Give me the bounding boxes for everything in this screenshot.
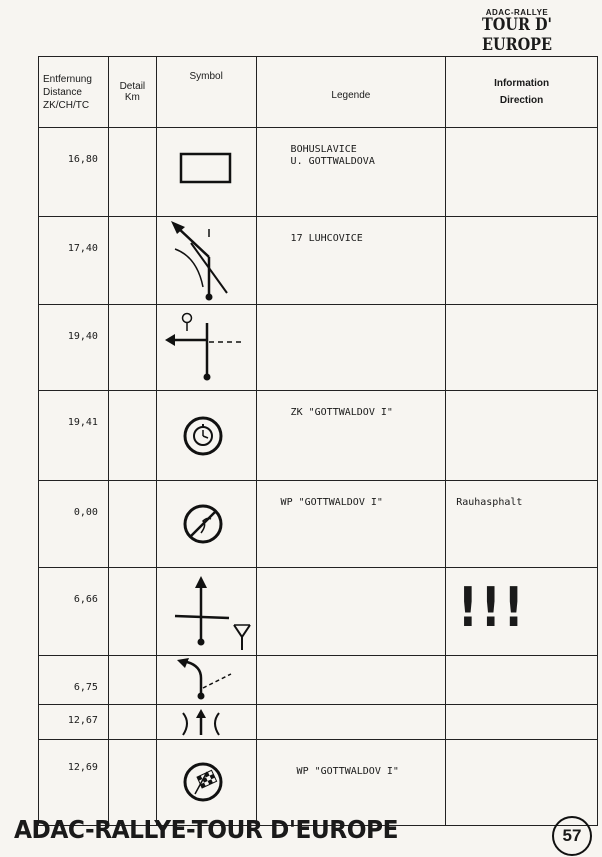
legend-line: WP "GOTTWALDOV I"	[296, 766, 399, 777]
row-legend	[256, 481, 446, 568]
straight-over-junction-icon	[157, 568, 257, 656]
row-symbol	[156, 305, 256, 391]
legend-line: BOHUSLAVICE	[290, 144, 357, 155]
row-symbol	[156, 656, 256, 705]
row-symbol	[156, 705, 256, 740]
row-detail	[108, 705, 156, 740]
footer-title: ADAC-RALLYE-TOUR D'EUROPE	[14, 815, 399, 844]
row-distance: 17,40	[39, 217, 109, 305]
row-info	[446, 305, 598, 391]
header-distance-de: Entfernung	[43, 73, 92, 85]
row-info	[446, 568, 598, 656]
row-detail	[108, 128, 156, 217]
time-control-icon	[157, 391, 257, 481]
table-row	[39, 656, 598, 705]
row-legend	[256, 705, 446, 740]
left-turn-junction-icon	[157, 305, 257, 391]
row-detail	[108, 481, 156, 568]
row-distance: 19,40	[39, 305, 109, 391]
header-distance-codes: ZK/CH/TC	[43, 99, 90, 111]
row-info	[446, 656, 598, 705]
rectangle-town-icon	[157, 128, 257, 217]
header-distance-en: Distance	[43, 86, 82, 98]
row-detail	[108, 568, 156, 656]
row-info	[446, 217, 598, 305]
header-detail-label: Detail	[119, 81, 146, 92]
header-row	[39, 57, 598, 128]
stage-start-icon	[157, 481, 257, 568]
header-logo	[462, 8, 572, 55]
legend-line: 17 LUHCOVICE	[290, 233, 363, 244]
header-detail-unit: Km	[124, 92, 140, 103]
row-legend	[256, 656, 446, 705]
header-information-label: Information	[494, 78, 550, 89]
row-info	[446, 481, 598, 568]
narrow-bridge-icon	[157, 705, 257, 740]
header-legend-label: Legende	[331, 89, 371, 101]
table-row	[39, 391, 598, 481]
header-information	[446, 57, 598, 128]
row-legend	[256, 305, 446, 391]
table-row	[39, 740, 598, 826]
header-detail	[108, 57, 156, 128]
row-legend	[256, 568, 446, 656]
row-info	[446, 705, 598, 740]
legend-line: WP "GOTTWALDOV I"	[280, 497, 383, 508]
row-detail	[108, 391, 156, 481]
header-logo-small: ADAC-RALLYE	[485, 8, 549, 17]
info-exclamations: !!!	[458, 576, 527, 639]
row-distance: 19,41	[39, 391, 109, 481]
page-number: 57	[552, 816, 592, 856]
row-symbol	[156, 391, 256, 481]
row-distance: 0,00	[39, 481, 109, 568]
header-legend	[256, 57, 446, 128]
row-legend	[256, 391, 446, 481]
table-row	[39, 128, 598, 217]
row-symbol	[156, 128, 256, 217]
row-legend	[256, 128, 446, 217]
row-info	[446, 128, 598, 217]
bear-left-fork-icon	[157, 656, 257, 705]
table-row	[39, 568, 598, 656]
row-distance: 12,69	[39, 740, 109, 826]
row-distance: 16,80	[39, 128, 109, 217]
row-detail	[108, 305, 156, 391]
header-symbol	[156, 57, 256, 128]
row-info	[446, 391, 598, 481]
rail-crossing-turn-icon	[157, 217, 257, 305]
row-symbol	[156, 740, 256, 826]
info-text: Rauhasphalt	[456, 497, 523, 508]
legend-line: U. GOTTWALDOVA	[290, 156, 375, 167]
table-row	[39, 305, 598, 391]
row-detail	[108, 740, 156, 826]
header-symbol-label: Symbol	[189, 71, 223, 82]
header-logo-big: TOUR D' EUROPE	[481, 15, 553, 55]
table-row	[39, 481, 598, 568]
roadbook-table	[38, 56, 598, 826]
table-row	[39, 705, 598, 740]
row-symbol	[156, 481, 256, 568]
row-symbol	[156, 217, 256, 305]
header-distance	[39, 57, 109, 128]
row-distance: 6,66	[39, 568, 109, 656]
row-distance: 6,75	[39, 656, 109, 705]
legend-line: ZK "GOTTWALDOV I"	[290, 407, 393, 418]
stage-finish-flag-icon	[157, 740, 257, 826]
row-legend	[256, 740, 446, 826]
header-direction-label: Direction	[499, 95, 544, 106]
row-symbol	[156, 568, 256, 656]
row-info	[446, 740, 598, 826]
row-distance: 12,67	[39, 705, 109, 740]
row-detail	[108, 217, 156, 305]
table-row	[39, 217, 598, 305]
row-legend	[256, 217, 446, 305]
row-detail	[108, 656, 156, 705]
